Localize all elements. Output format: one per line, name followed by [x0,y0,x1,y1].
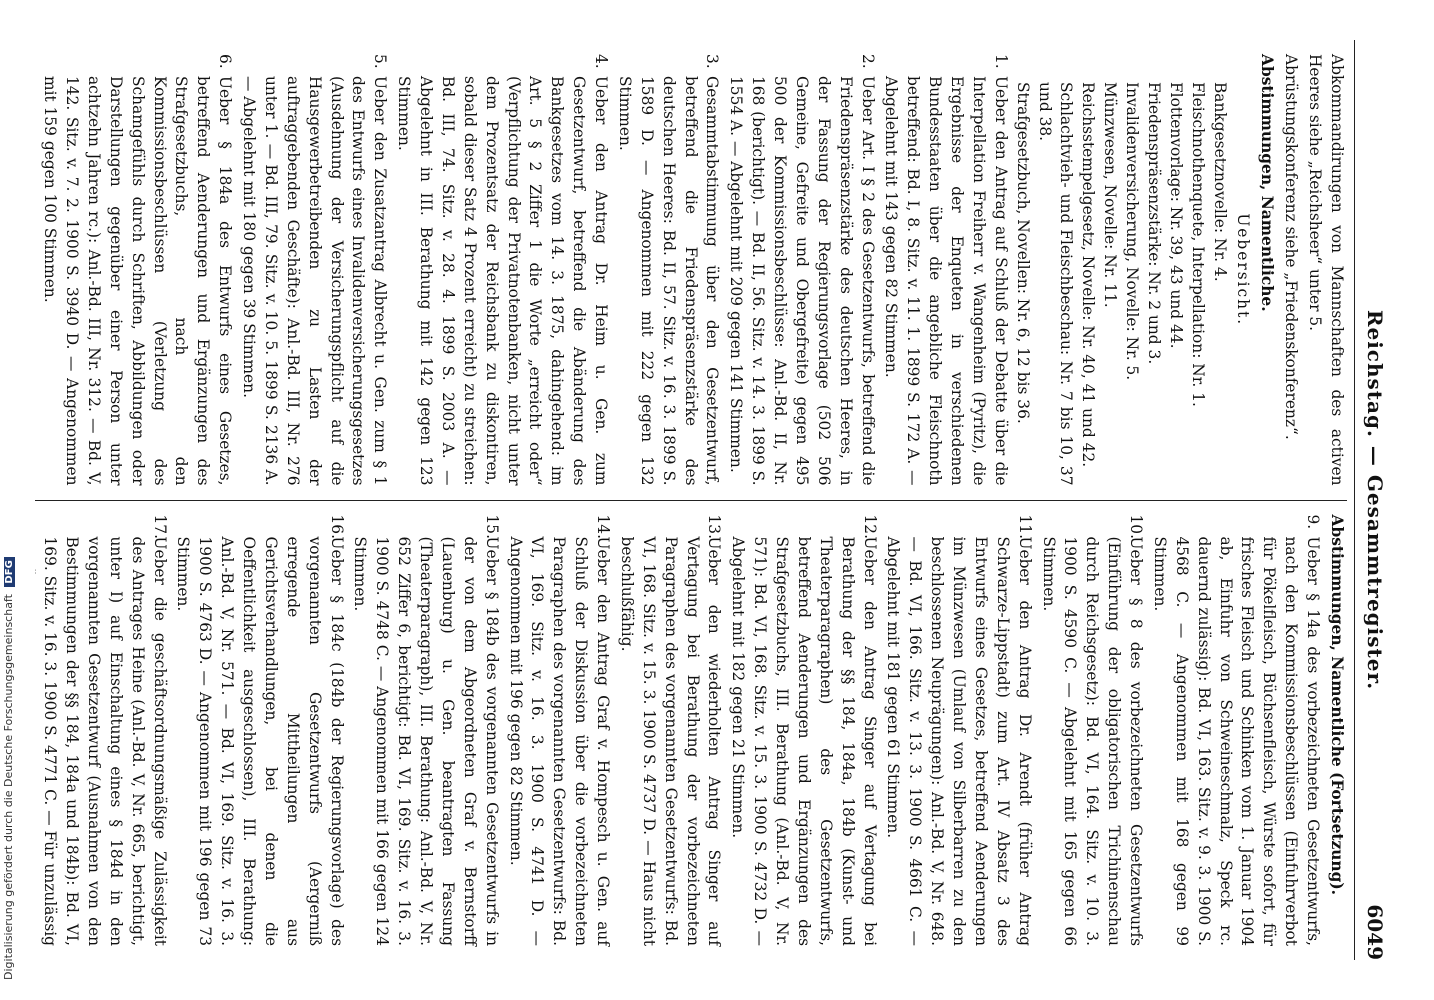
vote-entry [615,515,724,947]
two-column-body [35,40,1347,960]
rotated-document-page [15,20,1395,980]
digitization-credit [2,557,15,980]
entry-text: Ueber § 8 des vorbezeichneten Gesetzentwurfs (Einführung der obligatorischen Trichinenschau durch Reichsgesetz): Bd. VI, 164. Sitz. v. 10. 3. 1900 S. 4590 C. — Abgelehnt mit 165 gegen 66 Stimmen. [1039,536,1146,946]
entry-number: 15. [482,514,501,539]
overview-item: Strafgesetzbuch, Novellen: Nr. 6, 12 bis 36. [1013,82,1032,424]
vote-entry [35,515,170,947]
entry-number [35,54,36,69]
vote-entry [35,54,36,486]
entry-text: Ueber Art. I § 2 des Gesetzentwurfs, betreffend die Friedenspräsenzstärke des deutschen Heeres, in der Fassung der Regierungsvorlage (502 506 Gemeine, Gefreite und Obergefreite) gegen 495 500 der Kommissionsbeschlüsse: Anl.-Bd. II, Nr. 168 (berichtigt). — Bd. II, 56. Sitz. v. 14. 3. 1899 S. 1554 A. — Abgelehnt mit 209 gegen 141 Stimmen. [727,76,877,486]
overview-item: Invalidenversicherung, Novelle: Nr. 5. [1123,82,1142,381]
vote-entry [392,54,611,486]
entry-text: Ueber den Antrag Graf v. Hompesch u. Gen. auf Schluß der Diskussion über die vorbezeichneten Paragraphen des vorgenannten Gesetzentwurfs: Bd. VI, 169. Sitz. v. 16. 3. 1900 S. 4741 D. — Angenommen mit 196 gegen 82 Stimmen. [506,536,613,946]
vote-entry [725,54,878,486]
overview-item: Reichsstempelgesetz, Novelle: Nr. 40, 41 und 42. [1079,82,1098,468]
entry-number: 17. [150,514,169,539]
entry-number: 5. [371,54,390,69]
vote-entry [504,515,613,947]
overview-item: Fleischnothenquete, Interpellation: Nr. 1. [1188,82,1207,407]
entry-text: Gesammtabstimmung über den Gesetzentwurf, betreffend die Friedenspräsenzstärke des deutschen Heeres: Bd. II, 57. Sitz. v. 16. 3. 1899 S. 1589 D. — Angenommen mit 222 gegen 132 Stimmen. [616,76,722,486]
credit-text: Digitalisierung gefördert durch die Deutsche Forschungsgemeinschaft [2,594,15,980]
entry-number: 9. [1304,514,1323,530]
entry-number: 3. [703,54,722,69]
vote-entry [349,515,502,947]
continuation-heading: Abstimmungen, Namentliche (Fortsetzung). [1328,514,1346,895]
page-number: 6049 [1363,904,1387,960]
entry-text: Ueber § 184b des vorgenannten Gesetzentwurfs in der von dem Abgeordneten Graf v. Bernstorff (Lauenburg) u. Gen. beantragten Fassung (Theaterparagraph), III. Berathung: Anl.-Bd. V, Nr. 652 Ziffer 6, berichtigt: Bd. VI, 169. Sitz. v. 16. 3. 1900 S. 4748 C. — Angenommen mit 166 gegen 124 Stimmen. [351,536,501,946]
entry-number: 1. [991,54,1010,69]
entry-number: 14. [594,514,613,539]
overview-item: Münzwesen, Novelle: Nr. 11. [1101,82,1120,308]
entry-text: Ueber § 184a des Entwurfs eines Gesetzes, betreffend Aenderungen und Ergänzungen des Strafgesetzbuchs, nach den Kommissionsbeschlüssen (Verletzung des Schamgefühls durch Schriften, Abbildungen oder Darstellungen gegenüber einer Person unter achtzehn Jahren rc.): Anl.-Bd. III, Nr. 312. — Bd. V, 142. Sitz. v. 7. 2. 1900 S. 3940 D. — Angenommen mit 159 gegen 100 Stimmen. [41,76,235,486]
entry-number: 12. [860,514,879,539]
vote-entry [237,54,390,486]
overview-item: Bankgesetznovelle: Nr. 4. [1210,82,1229,282]
entry-number: 2. [858,54,877,69]
vote-entry [882,515,1035,947]
overview-item: Friedenspräsenzstärke: Nr. 2 und 3. [1145,82,1163,365]
entry-number: 4. [592,54,611,69]
entry-text: Ueber den Antrag Dr. Arendt (früher Antrag Schwarze-Lippstadt) zum Art. IV Absatz 3 des Entwurfs eines Gesetzes, betreffend Aenderungen im Münzwesen (Umlauf von Silberbarren zu den beschlossenen Neuprägungen): Anl.-Bd. V, Nr. 648. — Bd. VI, 166. Sitz. v. 13. 3. 1900 S. 4661 C. — Abgelehnt mit 181 gegen 61 Stimmen. [884,536,1034,946]
entry-text: Ueber den Zusatzantrag Albrecht u. Gen. zum § 1 des Entwurfs eines Invalidenversicherungsgesetzes (Ausdehnung der Versicherungspflicht auf die Hausgewerbetreibenden zu Lasten der auftraggebenden Geschäfte): Anl.-Bd. III, Nr. 276 unter 1. — Bd. III, 79. Sitz. v. 10. 5. 1899 S. 2136 A. — Abgelehnt mit 180 gegen 39 Stimmen. [240,76,390,486]
entry-number: 6. [216,54,235,69]
vote-entry [38,54,235,486]
entry-number: 13. [705,514,724,539]
vote-entry [1148,515,1323,947]
section-heading: Abstimmungen, Namentliche. [1258,54,1277,312]
entry-text: Ueber § 14a des vorbezeichneten Gesetzentwurfs, nach den Kommissionsbeschlüssen (Einfuhrverbot für Pökelfleisch, Büchsenfleisch, Würste sofort, für frisches Fleisch und Schinken vom 1. Januar 1904 ab, Einfuhr von Schweineschmalz, Speck rc. dauernd zulässig): Bd. VI, 163. Sitz. v. 9. 3. 1900 S. 4568 C. — Angenommen mit 168 gegen 99 Stimmen. [1151,536,1323,946]
entry-text: Ueber den wiederholten Antrag Singer auf Vertagung bei Berathung der vorbezeichneten Paragraphen des vorgenannten Gesetzentwurfs: Bd. VI, 168. Sitz. v. 15. 3. 1900 S. 4737 D. — Haus nicht beschlußfähig. [618,536,724,946]
overview-item: Schlachtvieh- und Fleischbeschau: Nr. 7 bis 10, 37 und 38. [1035,82,1076,486]
page-header [1354,40,1395,960]
right-column [35,500,1347,961]
intro-entry: Abkommandirungen von Mannschaften des activen Heeres siehe „Reichsheer“ unter 5. [1306,54,1346,486]
overview-subheading: Uebersicht. [1234,213,1253,327]
running-title: Reichstag. — Gesammtregister. [1363,309,1387,691]
dfg-logo: DFG [4,557,15,586]
right-entries [35,515,1323,947]
entry-text: Ueber den Antrag Dr. Heim u. Gen. zum Gesetzentwurf, betreffend die Abänderung des Bankgesetzes vom 14. 3. 1875, dahingehend: im Art. 5 § 2 Ziffer 1 die Worte „erreicht oder“ (Verpflichtung der Privatnotenbanken, nicht unter dem Prozentsatz der Reichsbank zu diskontiren, sobald dieser Satz 4 Prozent erreicht) zu streichen: Bd. III, 74. Sitz. v. 28. 4. 1899 S. 2003 A. — Abgelehnt in III. Berathung mit 142 gegen 123 Stimmen. [395,76,611,486]
entry-text: Ueber § 184c (184b der Regierungsvorlage) des vorgenannten Gesetzentwurfs (Aergerniß erregende Mittheilungen aus Gerichtsverhandlungen, bei denen die Oeffentlichkeit ausgeschlossen), III. Berathung: Anl.-Bd. V, Nr. 571. — Bd. VI, 169. Sitz. v. 16. 3. 1900 S. 4763 D. — Angenommen mit 196 gegen 73 Stimmen. [174,536,346,946]
overview-item: Flottenvorlage: Nr. 39, 43 und 44. [1166,82,1185,349]
left-column [35,40,1347,500]
vote-entry [727,515,880,947]
entry-text: Ueber die geschäftsordnungsmäßige Zulässigkeit des Antrages Heine (Anl.-Bd. V, Nr. 665, berichtigt, unter I) auf Einschaltung eines § 184d in den vorgenannten Gesetzentwurf (Ausnahmen von den Bestimmungen der §§ 184, 184a und 184b): Bd. VI, 169. Sitz. v. 16. 3. 1900 S. 4771 C. — Für unzulässig erklärt mit 155 gegen 105 Stimmen. [35,536,169,946]
vote-entry [172,515,347,947]
entry-number: 11. [1015,514,1034,539]
entry-text: Ueber den Antrag auf Schluß der Debatte über die Interpellation Freiherr v. Wangenheim (Pyritz), die Ergebnisse der Enqueten in verschiedenen Bundesstaaten über die angebliche Fleischnoth betreffend: Bd. I, 8. Sitz. v. 11. 1. 1899 S. 172 A. — Abgelehnt mit 143 gegen 82 Stimmen. [882,76,1010,486]
abruestung-entry: Abrüstungskonferenz siehe „Friedenskonferenz“. [1282,54,1301,440]
entry-number: 16. [327,514,346,539]
left-entries [35,54,1011,486]
overview-list [1011,54,1230,486]
vote-entry [880,54,1011,486]
entry-number: 10. [1127,514,1146,539]
vote-entry [613,54,722,486]
vote-entry [1037,515,1146,947]
entry-text: Ueber den Antrag Singer auf Vertagung bei Berathung der §§ 184, 184a, 184b (Kunst- und Theaterparagraphen) des Gesetzentwurfs, betreffend Aenderungen und Ergänzungen des Strafgesetzbuchs, III. Berathung (Anl.-Bd. V, Nr. 571): Bd. VI, 168. Sitz. v. 15. 3. 1900 S. 4732 D. — Abgelehnt mit 182 gegen 21 Stimmen. [729,536,879,946]
